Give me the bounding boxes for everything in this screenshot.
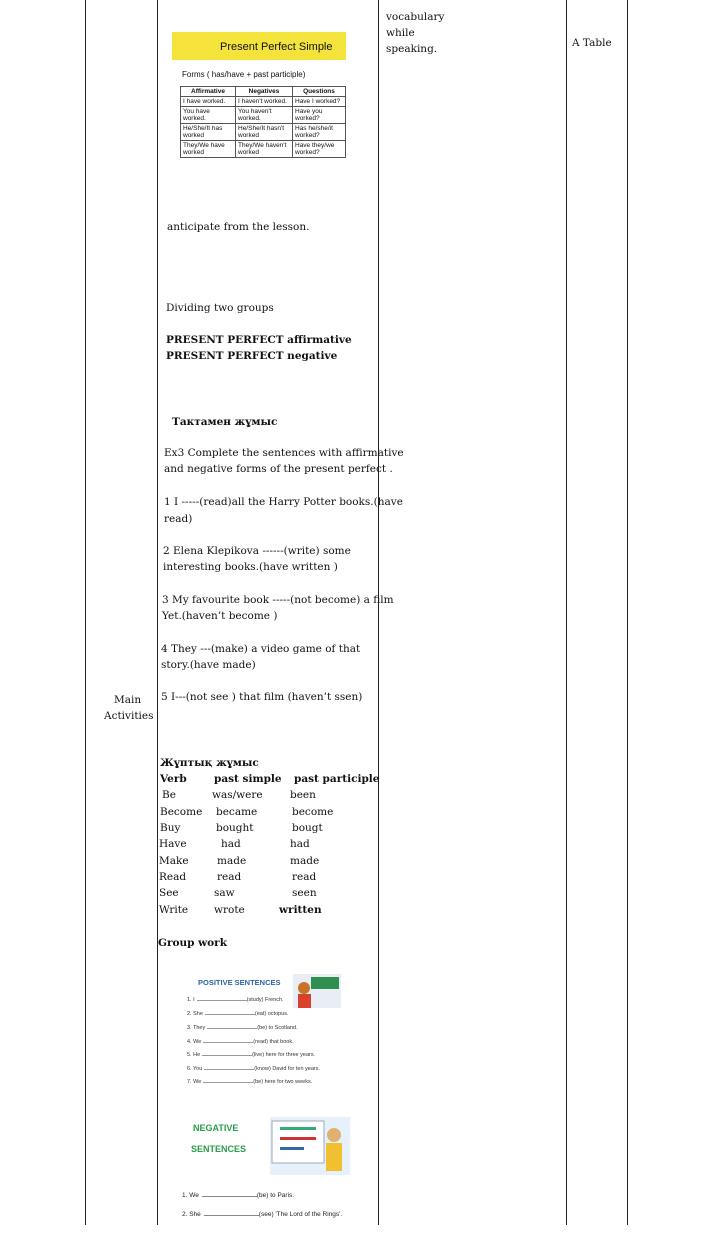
verb-cell: Become <box>160 806 203 818</box>
verb-cell: Be <box>162 789 176 801</box>
sentence-1-line-2: read) <box>164 513 193 525</box>
present-perfect-image <box>168 18 348 180</box>
verb-cell: Have <box>159 838 187 850</box>
verb-cell: seen <box>292 887 317 899</box>
table-border-5 <box>627 0 628 1225</box>
verb-cell: bougt <box>292 822 323 834</box>
stage-label-main: Main <box>114 694 142 706</box>
table-border-2 <box>157 0 158 1225</box>
ex3-line-1: Ex3 Complete the sentences with affirmative <box>164 447 404 459</box>
verb-cell: written <box>279 904 322 916</box>
sentence-4-line-2: story.(have made) <box>161 659 256 671</box>
resources-line-2: while <box>386 27 415 39</box>
past-participle-header: past participle <box>294 773 380 785</box>
verb-cell: had <box>221 838 241 850</box>
verb-cell: wrote <box>214 904 245 916</box>
resources-line-3: speaking. <box>386 43 438 55</box>
table-cell: You have worked. <box>181 107 236 124</box>
verb-header: Verb <box>160 773 187 785</box>
positive-sentences-image <box>185 968 348 1086</box>
stage-label-activities: Activities <box>104 710 154 722</box>
worksheet-row: 2. She (see) 'The Lord of the Rings'. <box>182 1207 342 1218</box>
worksheet-row: 3. They (be) to Scotland. <box>187 1022 298 1031</box>
table-cell: Have they/we worked? <box>293 141 346 158</box>
worksheet-row: 1. We (be) to Paris. <box>182 1188 294 1199</box>
verb-cell: read <box>217 871 242 883</box>
sentence-4-line-1: 4 They ---(make) a video game of that <box>161 643 361 655</box>
pp-negative: PRESENT PERFECT negative <box>166 350 338 362</box>
verb-cell: became <box>216 806 258 818</box>
verb-cell: Write <box>159 904 189 916</box>
resources-line-1: vocabulary <box>386 11 445 23</box>
teacher-illustration <box>270 1117 350 1175</box>
table-cell: He/She/It has worked <box>181 124 236 141</box>
table-cell: Have I worked? <box>293 97 346 107</box>
table-cell: He/She/It hasn't worked <box>236 124 293 141</box>
col-affirmative: Affirmative <box>181 87 236 97</box>
pp-affirmative: PRESENT PERFECT affirmative <box>166 334 352 346</box>
group-work-heading: Group work <box>158 937 227 949</box>
verb-cell: saw <box>214 887 235 899</box>
verb-cell: read <box>292 871 317 883</box>
verb-cell: made <box>217 855 247 867</box>
teacher-illustration <box>293 974 341 1008</box>
verb-cell: made <box>290 855 320 867</box>
table-cell: I have worked. <box>181 97 236 107</box>
image-title: Present Perfect Simple <box>220 41 333 53</box>
forms-note: Forms ( has/have + past participle) <box>182 70 306 79</box>
verb-cell: Make <box>159 855 189 867</box>
assessment-text: A Table <box>572 37 612 49</box>
past-simple-header: past simple <box>214 773 282 785</box>
negative-title-line-2: SENTENCES <box>191 1144 247 1154</box>
worksheet-row: 2. She (eat) octopus. <box>187 1008 289 1017</box>
table-border-1 <box>85 0 86 1225</box>
verb-cell: bought <box>216 822 254 834</box>
positive-title: POSITIVE SENTENCES <box>198 978 281 987</box>
forms-table <box>180 86 346 158</box>
sentence-2-line-2: interesting books.(have written ) <box>163 561 338 573</box>
verb-cell: become <box>292 806 334 818</box>
worksheet-row: 5. He (live) here for three years. <box>187 1049 315 1058</box>
col-negatives: Negatives <box>236 87 293 97</box>
ex3-line-2: and negative forms of the present perfect . <box>164 463 393 475</box>
verb-cell: See <box>159 887 179 899</box>
verb-cell: had <box>290 838 310 850</box>
pair-work-heading: Тактамен жұмыс <box>172 416 278 428</box>
col-questions: Questions <box>293 87 346 97</box>
sentence-2-line-1: 2 Elena Klepikova ------(write) some <box>163 545 351 557</box>
verb-cell: Buy <box>160 822 181 834</box>
table-border-4 <box>566 0 567 1225</box>
sentence-5: 5 I---(not see ) that film (haven’t ssen) <box>161 691 363 703</box>
table-cell: Have you worked? <box>293 107 346 124</box>
table-cell: Has he/she/it worked? <box>293 124 346 141</box>
table-cell: You haven't worked. <box>236 107 293 124</box>
negative-title-line-1: NEGATIVE <box>193 1123 239 1133</box>
individual-work-heading: Жұптық жұмыс <box>160 757 259 769</box>
table-cell: They/We haven't worked <box>236 141 293 158</box>
verb-cell: Read <box>159 871 187 883</box>
worksheet-row: 1. I (study) French. <box>187 994 284 1003</box>
worksheet-row: 4. We (read) that book. <box>187 1036 294 1045</box>
sentence-3-line-2: Yet.(haven’t become ) <box>162 610 278 622</box>
verb-cell: been <box>290 789 316 801</box>
anticipate-text: anticipate from the lesson. <box>167 221 310 233</box>
worksheet-row: 7. We (be) here for two weeks. <box>187 1076 312 1085</box>
negative-sentences-image <box>180 1115 360 1225</box>
sentence-3-line-1: 3 My favourite book -----(not become) a film <box>162 594 394 606</box>
table-cell: They/We have worked <box>181 141 236 158</box>
sentence-1-line-1: 1 I -----(read)all the Harry Potter books.(have <box>164 496 403 508</box>
table-cell: I haven't worked. <box>236 97 293 107</box>
dividing-text: Dividing two groups <box>166 302 274 314</box>
worksheet-row: 6. You (know) David for ten years. <box>187 1063 320 1072</box>
verb-cell: was/were <box>212 789 263 801</box>
table-border-3 <box>378 0 379 1225</box>
